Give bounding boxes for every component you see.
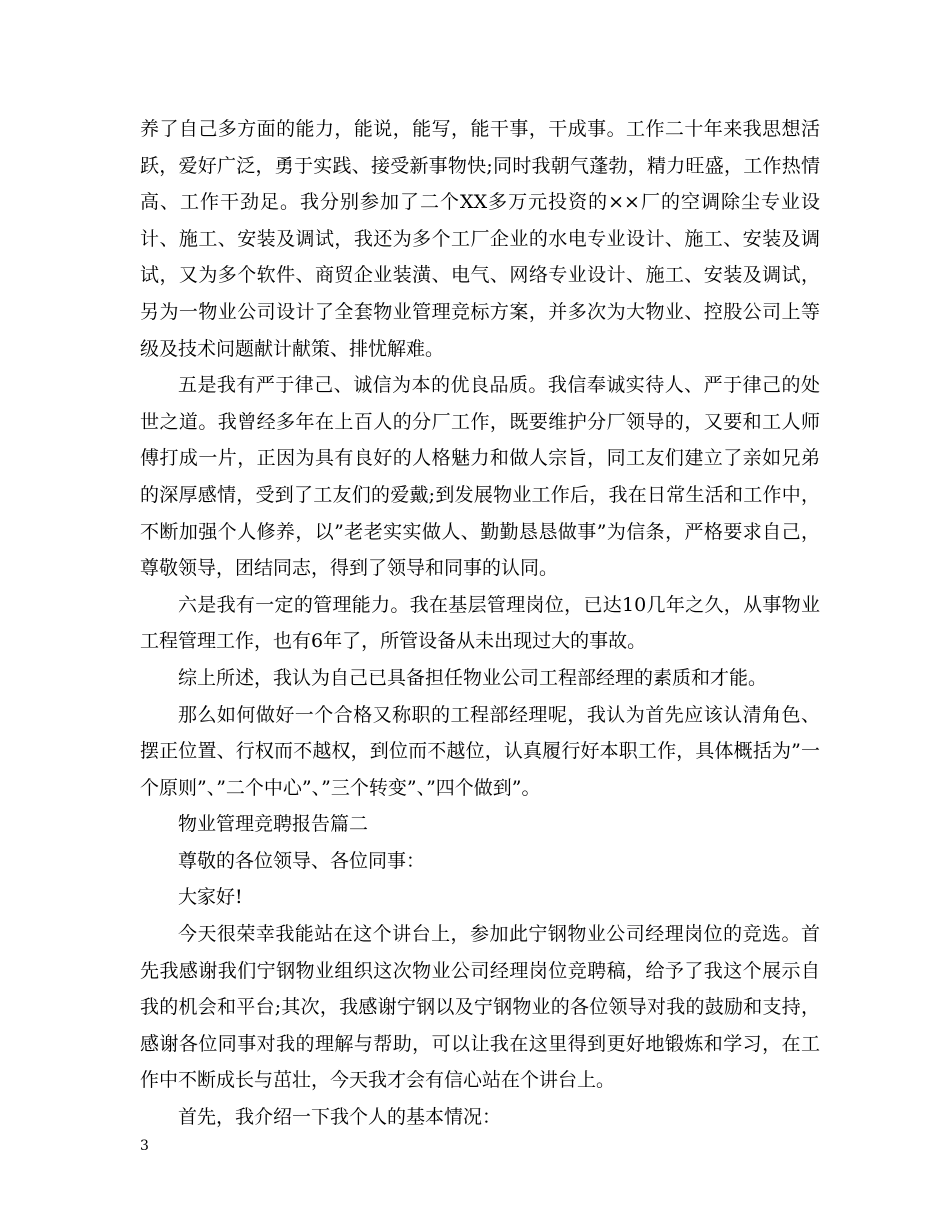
salutation: 尊敬的各位领导、各位同事： — [178, 849, 426, 872]
paragraph-point-six: 六是我有一定的管理能力。我在基层管理岗位，已达10几年之久，从事物业工程管理工作，也有6年了，所管设备从未出现过大的事故。 — [140, 593, 820, 653]
paragraph-personal-info: 首先，我介绍一下我个人的基本情况： — [178, 1106, 502, 1129]
paragraph-how-to: 那么如何做好一个合格又称职的工程部经理呢，我认为首先应该认清角色、摆正位置、行权而不越权，到位而不越位，认真履行好本职工作，具体概括为”一个原则”、”二个中心”、”三个转变”、”四个做到”。 — [140, 703, 820, 799]
section-heading: 物业管理竞聘报告篇二 — [178, 813, 369, 836]
paragraph-continued: 养了自己多方面的能力，能说，能写，能干事，干成事。工作二十年来我思想活跃，爱好广泛，勇于实践、接受新事物快;同时我朝气蓬勃，精力旺盛，工作热情高、工作干劲足。我分别参加了二个XX多万元投资的××厂的空调除尘专业设计、施工、安装及调试，我还为多个工厂企业的水电专业设计、施工、安装及调试，又为多个软件、商贸企业装潢、电气、网络专业设计、施工、安装及调试，另为一物业公司设计了全套物业管理竞标方案，并多次为大物业、控股公司上等级及技术问题献计献策、排忧解难。 — [140, 118, 820, 360]
paragraph-intro: 今天很荣幸我能站在这个讲台上，参加此宁钢物业公司经理岗位的竞选。首先我感谢我们宁钢物业组织这次物业公司经理岗位竞聘稿，给予了我这个展示自我的机会和平台;其次，我感谢宁钢以及宁钢物业的各位领导对我的鼓励和支持，感谢各位同事对我的理解与帮助，可以让我在这里得到更好地锻炼和学习，在工作中不断成长与茁壮，今天我才会有信心站在个讲台上。 — [140, 923, 820, 1092]
paragraph-point-five: 五是我有严于律己、诚信为本的优良品质。我信奉诚实待人、严于律己的处世之道。我曾经多年在上百人的分厂工作，既要维护分厂领导的，又要和工人师傅打成一片，正因为具有良好的人格魅力和做人宗旨，同工友们建立了亲如兄弟的深厚感情，受到了工友们的爱戴;到发展物业工作后，我在日常生活和工作中，不断加强个人修养，以”老老实实做人、勤勤恳恳做事”为信条，严格要求自己，尊敬领导，团结同志，得到了领导和同事的认同。 — [140, 374, 820, 580]
document-body — [140, 111, 820, 1136]
paragraph-summary: 综上所述，我认为自己已具备担任物业公司工程部经理的素质和才能。 — [178, 666, 768, 689]
greeting: 大家好! — [178, 886, 243, 909]
page-number: 3 — [140, 1138, 149, 1154]
